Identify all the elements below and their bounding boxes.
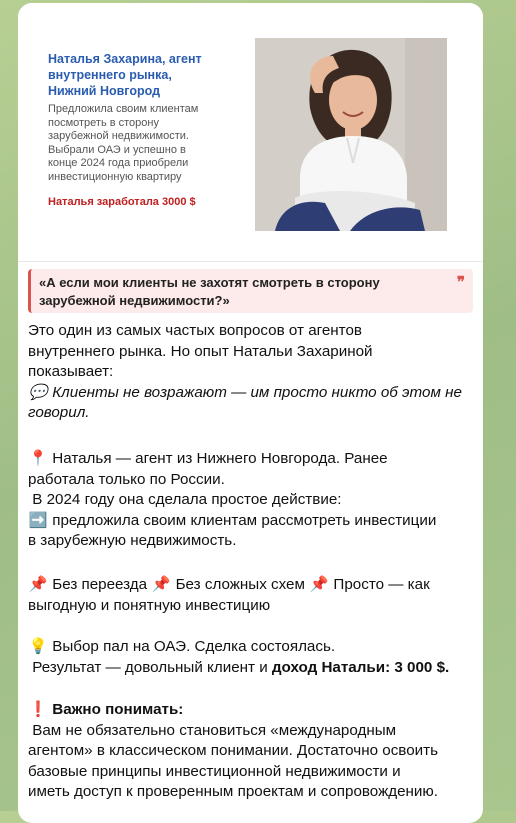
arrow-right-icon: ➡️ [28,511,48,529]
text-line: Результат — довольный клиент и [32,658,272,676]
text-line: внутреннего рынка. Но опыт Натальи Захариной [28,342,373,360]
text-line: доход Натальи: 3 000 $. [271,658,450,676]
promo-desc-line: Предложила своим клиентам [48,103,199,115]
text-line: в зарубежную недвижимость. [28,532,237,549]
intro-paragraph [28,321,480,424]
message-bubble [18,3,483,823]
quote-line: зарубежной недвижимости?» [39,293,230,308]
text-line: Без переезда [52,576,148,593]
text-line: агентом» в классическом понимании. Достаточно освоить [28,742,439,759]
promo-image[interactable] [18,3,483,262]
text-line: Выбор пал на ОАЭ. Сделка состоялась. [52,638,336,655]
agent-portrait-illustration [255,38,447,231]
promo-description [48,103,233,184]
text-line: Важно понимать: [52,701,184,718]
quote-line: «А если мои клиенты не захотят смотреть в сторону [39,275,380,290]
speech-bubble-icon: 💬 [28,383,48,401]
text-line: иметь доступ к проверенным проектам и сопровождению. [28,783,439,800]
promo-desc-line: посмотреть в сторону [48,116,159,129]
text-line: показывает: [28,363,114,380]
pushpin-icon: 📌 [28,576,48,593]
text-line: В 2024 году она сделала простое действие: [32,491,342,508]
text-line: Просто — как [333,576,430,593]
text-line: Это один из самых частых вопросов от агентов [28,322,362,339]
result-paragraph [28,637,480,678]
text-line: говорил. [28,404,90,421]
story-paragraph [28,449,480,552]
promo-earnings: Наталья заработала 3000 $ [48,196,196,208]
pushpin-icon: 📌 [151,576,171,593]
promo-desc-line: конце 2024 года приобрели [48,157,189,169]
lightbulb-icon: 💡 [28,638,48,655]
promo-agent-name [48,51,228,99]
text-line: Наталья — агент из Нижнего Новгорода. Ранее [52,450,388,467]
promo-desc-line: Выбрали ОАЭ и успешно в [48,143,186,156]
blockquote [28,269,473,313]
pushpin-icon: 📌 [309,576,329,593]
quote-text [39,274,447,310]
promo-name-line: внутреннего рынка, [48,68,172,82]
pins-paragraph [28,575,480,616]
promo-desc-line: инвестиционную квартиру [48,170,182,183]
agent-photo [255,38,447,231]
quote-icon: ❞ [456,274,465,291]
text-line: базовые принципы инвестиционной недвижимости и [28,762,401,780]
pin-icon: 📍 [28,450,48,467]
promo-name-line: Наталья Захарина, агент [48,52,202,66]
text-line: работала только по России. [28,470,225,488]
exclamation-icon: ❗ [28,701,48,718]
important-paragraph [28,700,480,803]
promo-name-line: Нижний Новгород [48,84,161,98]
text-line: выгодную и понятную инвестицию [28,596,271,614]
text-line: Вам не обязательно становиться «международным [32,721,397,739]
promo-desc-line: зарубежной недвижимости. [48,130,189,142]
text-line: Клиенты не возражают — им просто никто об этом не [52,383,462,401]
text-line: Без сложных схем [175,576,305,593]
text-line: предложила своим клиентам рассмотреть инвестиции [52,511,437,529]
